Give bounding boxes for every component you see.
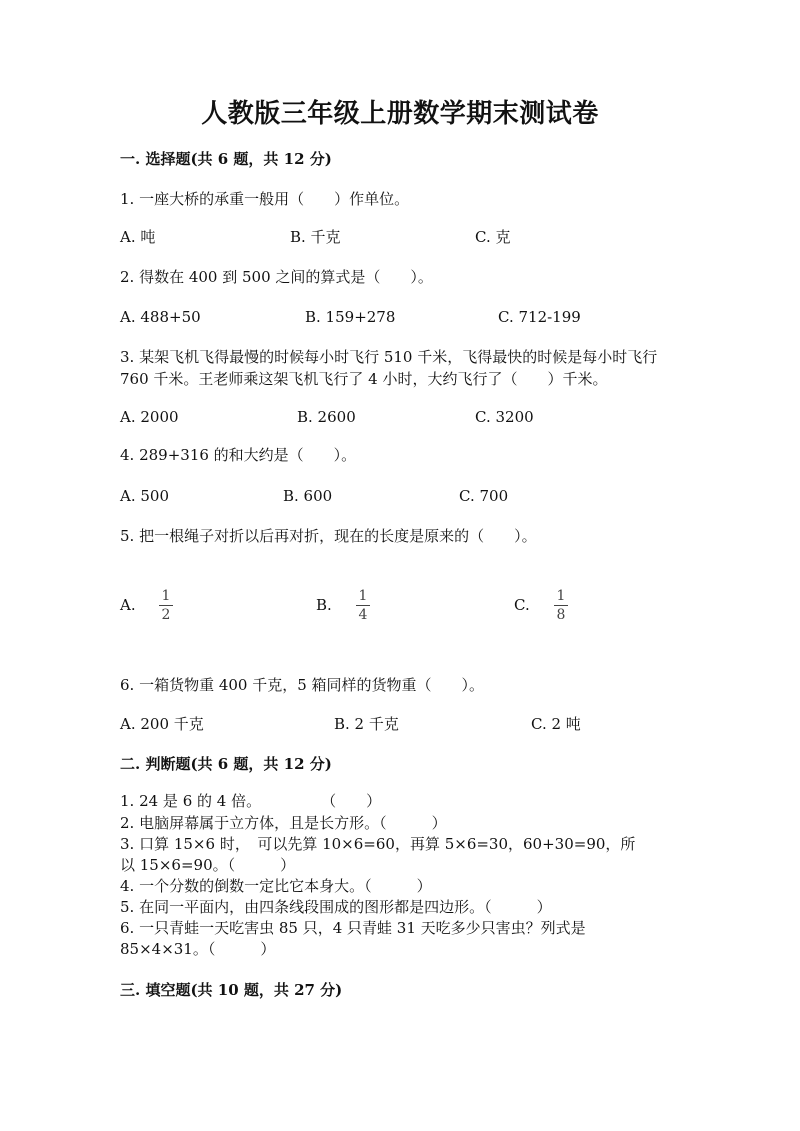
q5-option-b-label: B.	[316, 596, 332, 614]
question-4: 4. 289+316 的和大约是（ ）。	[120, 446, 357, 464]
q2-option-c: C. 712-199	[498, 308, 581, 326]
page-title: 人教版三年级上册数学期末测试卷	[201, 99, 599, 129]
q2-option-b: B. 159+278	[305, 308, 396, 326]
q1-option-b: B. 千克	[290, 228, 341, 246]
q2-option-a: A. 488+50	[120, 308, 201, 326]
question-3: 3. 某架飞机飞得最慢的时候每小时飞行 510 千米，飞得最快的时候是每小时飞行 760 千米。王老师乘这架飞机飞行了 4 小时，大约飞行了（ ）千米。	[120, 348, 658, 388]
q4-option-a: A. 500	[120, 487, 169, 505]
section-heading-judge: 二. 判断题(共 6 题，共 12 分)	[120, 755, 332, 773]
fraction-numerator: 1	[358, 588, 368, 604]
judge-item-4: 4. 一个分数的倒数一定比它本身大。（ ）	[120, 877, 432, 895]
question-6: 6. 一箱货物重 400 千克，5 箱同样的货物重（ ）。	[120, 676, 485, 694]
q6-option-a: A. 200 千克	[120, 715, 204, 733]
fraction-denominator: 4	[358, 607, 368, 623]
fraction-bar	[356, 605, 370, 606]
fraction-denominator: 2	[161, 607, 171, 623]
q5-option-b-fraction	[356, 588, 370, 623]
judge-item-1: 1. 24 是 6 的 4 倍。 （ ）	[120, 792, 382, 810]
question-1: 1. 一座大桥的承重一般用（ ）作单位。	[120, 190, 410, 208]
fraction-bar	[554, 605, 568, 606]
q5-option-c-fraction	[554, 588, 568, 623]
q5-option-c-label: C.	[514, 596, 530, 614]
judge-item-3: 3. 口算 15×6 时， 可以先算 10×6=60，再算 5×6=30，60+30=90，所以 15×6=90。（ ）	[120, 835, 636, 874]
fraction-numerator: 1	[556, 588, 566, 604]
question-5: 5. 把一根绳子对折以后再对折，现在的长度是原来的（ ）。	[120, 527, 537, 545]
judge-item-5: 5. 在同一平面内，由四条线段围成的图形都是四边形。（ ）	[120, 898, 552, 916]
section-heading-fill: 三. 填空题(共 10 题，共 27 分)	[120, 981, 343, 999]
question-2: 2. 得数在 400 到 500 之间的算式是（ ）。	[120, 268, 433, 286]
q1-option-c: C. 克	[475, 228, 511, 246]
q3-option-c: C. 3200	[475, 408, 534, 426]
judge-item-2: 2. 电脑屏幕属于立方体，且是长方形。（ ）	[120, 814, 447, 832]
q1-option-a: A. 吨	[120, 228, 156, 246]
q4-option-c: C. 700	[459, 487, 509, 505]
q6-option-c: C. 2 吨	[531, 715, 581, 733]
q5-option-a-fraction	[159, 588, 173, 623]
q3-option-b: B. 2600	[297, 408, 356, 426]
fraction-denominator: 8	[556, 607, 566, 623]
fraction-numerator: 1	[161, 588, 171, 604]
q4-option-b: B. 600	[283, 487, 333, 505]
q6-option-b: B. 2 千克	[334, 715, 399, 733]
fraction-bar	[159, 605, 173, 606]
judge-item-6: 6. 一只青蛙一天吃害虫 85 只，4 只青蛙 31 天吃多少只害虫？列式是 85×4×31。（ ）	[120, 919, 586, 958]
q3-option-a: A. 2000	[120, 408, 179, 426]
q5-option-a-label: A.	[120, 596, 136, 614]
section-heading-choice: 一. 选择题(共 6 题，共 12 分)	[120, 150, 332, 168]
